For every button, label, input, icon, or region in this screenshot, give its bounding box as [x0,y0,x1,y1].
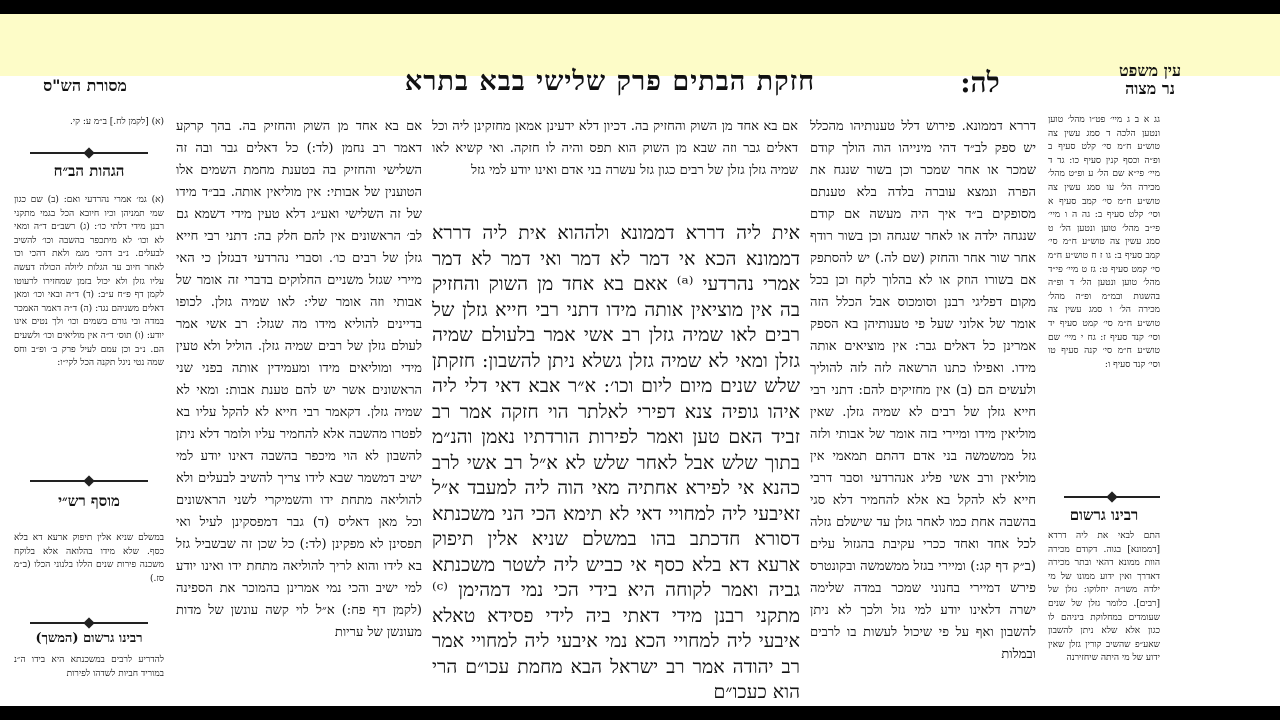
folio-number: לה: [960,66,1000,99]
rashbam-commentary [810,116,1036,706]
divider-gershom [1064,496,1160,498]
gershom2-text: להדריע לרבים במשכנתא היא בידו ה״נ במוריד חביות לשדהו לפירות [14,655,164,679]
letterbox-bottom [0,706,1280,720]
ein-mishpat-header [1050,62,1250,98]
gershom-column [1048,530,1160,706]
page-title: חזקת הבתים פרק שלישי בבא בתרא [404,66,816,97]
hagahot-column [14,194,164,474]
divider-gershom2 [30,622,148,624]
ein-mishpat-column [1048,114,1160,480]
gemara-main-text [432,221,800,706]
hagahot-title: הגהות הב״ח [53,162,125,180]
masoret-column [14,116,164,140]
top-commentary-text: אם בא אחד מן השוק והחזיק בה. דכיון דלא ידעינן אמאן מחזקינן ליה וכל דאלים גבר וזה שבא מן השוק הוא תפס והיה לו חזקה. ואי קשיא לאו שמיה גזלן גזלן של רבים כגון גזל עשרה בני אדם ואינו יודע למי גזל [432,119,798,178]
musaf-title: מוסף רש״י [58,492,120,510]
divider-musaf [30,480,148,482]
ner-mitzvah-title: נר מצוה [1125,79,1175,98]
rashbam-text: דררא דממונא. פירוש דלל טענותיהו מהכלל יש ספק לב״ד דהי מינייהו הוה הולך קודם שמכר או אחר שמכר וכן בשור שנגח את הפרה ונמצא עוברה בלדה בלא טענתם מסופקים ב״ד איך היה מעשה אם קודם שנגחה ילדה או לאחר שנגחה וכן בשור רודף אחר שור אחר והחזק (שם לה.) יש להסתפק אם בשורו הוזק או לא בהלוך לקח וכן בכל מקום דפליגי רבנן וסומכוס אבל הכלל הזה אומר של אלוני שעל פי טענותיהן בא הספק אמרינן כל דאלים גבר: אין מוציאים אותה מידו. ואפילו כתנו הרשאה לזה לזה להוליך ולעשים הם (ב) אין מחזיקים להם: דתני רבי חייא גזלן של רבים לא שמיה גזלן. שאין מוליאין מידו ומיירי בזה אומר של אבותי ולזה גזל ממשמשה בני אדם דהתם תמאמי אין מוליאין ורב אשי פליג אנהרדעי וסבר דרבי חייא לא להקל בא אלא להחמיר דלא סגי בהשבה אחת כמו לאחר גזלן עד שישלם גזלה לכל אחד ואחד ככרי עקיבת בהגזול עלים (ב״ק דף קג:) ומיירי בגזל ממשמשה ובקונטרס פירש דמיירי בחנוני שמכר במדה שלימה ישרה דלאינו יודע למי גזל ולכך לא ניתן להשבון ואף על פי שיכול לעשות בו לרבים ובמלות [810,119,1036,662]
gershom2-column [14,654,164,706]
ein-mishpat-title: עין משפט [1118,61,1182,80]
divider-hagahot [30,152,148,154]
tosafot-text: אם בא אחד מן השוק והחזיק בה. בהך קרקע דאמר רב נחמן (לד:) כל דאלים גבר ובה זה השלישי והחזיק בה בטענת מחמת השמים אלו הטוענין של אבותי: אין מוליאין אותה. בב״ד מידו של זה השלישי ואע״ג דלא טעין מידי דשמא גם לב׳ הראשונים אין להם חלק בה: דתני רבי חייא גזלן של רבים כו׳. וסברי נהרדעי דבגזלן כי האי מיירי שגזל משניים החלוקים בדברי זה אומר של אבותי וזה אומר שלי: לאו שמיה גזלן. לכופו בדיינים להוליא מידו מה שגזל: רב אשי אמר לעולם גזלן של רבים שמיה גזלן. הוליל ולא טעין מידי ומוליאים מידו ומעמידין אותה בפני שני הראשונים אשר יש להם טענת אבות: ומאי לא שמיה גזלן. דקאמר רבי חייא לא להקל עליו בא לפטרו מהשבה אלא להחמיר עליו ולומר דלא ניתן להשבון לא הוי מיכפר בהשבה דאינו יודע למי ישיב דמשמר שבא לידו צריך להשיב לבעלים ולא להוליאה מתחת ידו והשמיקרי לשני הראשונים וכל מאן דאליס (ד) גבר דמפסקינן לעיל ואי תפסינן לא מפקינן (לד:) כל שכן זה שבשביל גזל בא לידו והוא לריך להוליאה מתחת ידו ואינו יודע למי ישיב והכי נמי אמרינן בהמוכר את הספינה (לקמן דף פח:) א״ל לוי קשה עונשן של מדות מעונשן של עריות [176,119,422,640]
masoret-text: (א) [לקמן לח.] ב״מ ע: קי. [69,117,164,127]
gemara-text: אית ליה דררא דממונא ולההוא אית ליה דררא דממונא הכא אי דמר לא דמר ואי דמר לא דמר אמרי נהרדעי ⁽ᵃ⁾ אאם בא אחד מן השוק והחזיק בה אין מוציאין אותה מידו דתני רבי חייא גזלן של רבים לאו שמיה גזלן רב אשי אמר בלעולם שמיה גזלן ומאי לא שמיה גזלן גשלא ניתן להשבון: חזקתן שלש שנים מיום ליום וכו׳: א״ר אבא דאי דלי ליה איהו גופיה צנא דפירי לאלתר הוי חזקה אמר רב זביד האם טען ואמר לפירות הורדתיו נאמן והנ״מ בתוך שלש אבל לאחר שלש לא א״ל רב אשי לרב כהנא אי לפירא אחתיה מאי הוה ליה למעבד א״ל זאיבעי ליה למחויי דאי לא תימא הכי הני משכנתא דסורא חדכתב בהו במשלם שניא אלין תיפוק ארעא דא בלא כסף אי כביש ליה לשטר משכנתא גביה ואמר לקוחה היא בידי הכי נמי דמהימן ⁽ᶜ⁾ מתקני רבנן מידי דאתי ביה לידי פסידא טאלא איבעי ליה למחויי הכא נמי איבעי ליה למחויי אמר רב יהודה אמר רב ישראל הבא מחמת עכו״ם הרי הוא כעכו״ם [432,222,800,703]
talmud-page [0,14,1280,706]
letterbox-top [0,0,1280,14]
top-commentary [432,116,798,206]
musaf-text: במשלם שניא אלין תיפוק ארעא דא בלא כסף. שלא מידו בהלואה אלא בלוקח משכנה פירות שנים הללו בלנוני הכלו (ב״מ סז.) [14,533,164,584]
tosafot-commentary [176,116,422,706]
gershom2-title: רבינו גרשום (המשך) [35,631,143,646]
hagahot-text: (א) גמ׳ אמרי נהרדעי ואם: (ב) שם כגון שמי תמניהן וכיו חיובא הכל בגמי מתקני רבנן מידי דלתי כו׳: (ג) רשב״ם ד״ה ומאי לא וכו׳ לא מיתכפר בהשבה וכו׳ להשיב לבעלים. נ״ב דהכי מגמ ולאת דהכי וכו לאחר חיוב עד הגלות ליולה הכולה דעשה עליו גזלן ולא יכול בזמן שמחזירו לרעוטו לקמן דף פ״ח ע״ב: (ד) ד״ה ובאי וכו׳ ומאן דאלים משניהם נגד: (ה) ד״ה דאמר האמכר במדה ובי גורם בשמים וכו׳ ולך נטים אינו יודע: (ו) תוס׳ ד״ה אין מוליאים וכו׳ ולשעים הם. נ״ב וכן עמם לעיל פרק ב׳ ופ״ב וחס שמה נטי ניגל תקנה הכל לקי״ו: [14,195,164,369]
gershom-text: התם לבאי את ליה דרדא [דממונא] בגוה. דקודם מכירה הוות ממונא דהאי ובתר מכירה דאדרך ואין ידוע ממונו של מי ילדה משו״ה יחלוקו: גזלן של [רבים]. כלומר גזלן של שנים שעומדים במחלוקת ביניהם לו כגון אלא שלא ניתן להשבון שאע״פ שהשיב קורין גזלן שאין ידוע של מי היתה שיחזירנה [1048,531,1160,664]
masoret-hashas-header: מסורת הש"ס [43,76,127,95]
musaf-column [14,532,164,612]
gershom-title: רבינו גרשום [1069,506,1139,524]
ein-mishpat-text: גג א ב ג מיי׳ פט״ו מהל׳ טוען ונטען הלכה ד סמג עשין צה טוש״ע ח״מ סי׳ קלט סעיף ב ופ״ה וכסף קנין סעיף כו: גד ד מיי׳ פי״א שם הל׳ ע ופ״ט מהל׳ מכירה הל׳ עו סמג עשין צה טוש״ע ח״מ סי׳ קמב סעיף א וסי׳ קלט סעיף ב: גה ה ו מיי׳ פי״ב מהל׳ טוען ונטען הל׳ ט סמג עשין צה טוש״ע ח״מ סי׳ קמב סעיף ב: גו ז ח טוש״ע ח״מ סי׳ קמט סעיף ט: גז ט מיי׳ פי״ד מהל׳ טוען ונטען הל׳ ד ופ״ה בהשגות ובמ״מ ופ״ה מהל׳ מכירה הל׳ ו סמג עשין צה טוש״ע ח״מ סי׳ קמט סעיף יד וסי׳ קנד סעיף ז: גח י מיי׳ שם טוש״ע ח״מ סי׳ קנה סעיף טו וסי׳ קנד סעיף ו: [1048,115,1160,370]
